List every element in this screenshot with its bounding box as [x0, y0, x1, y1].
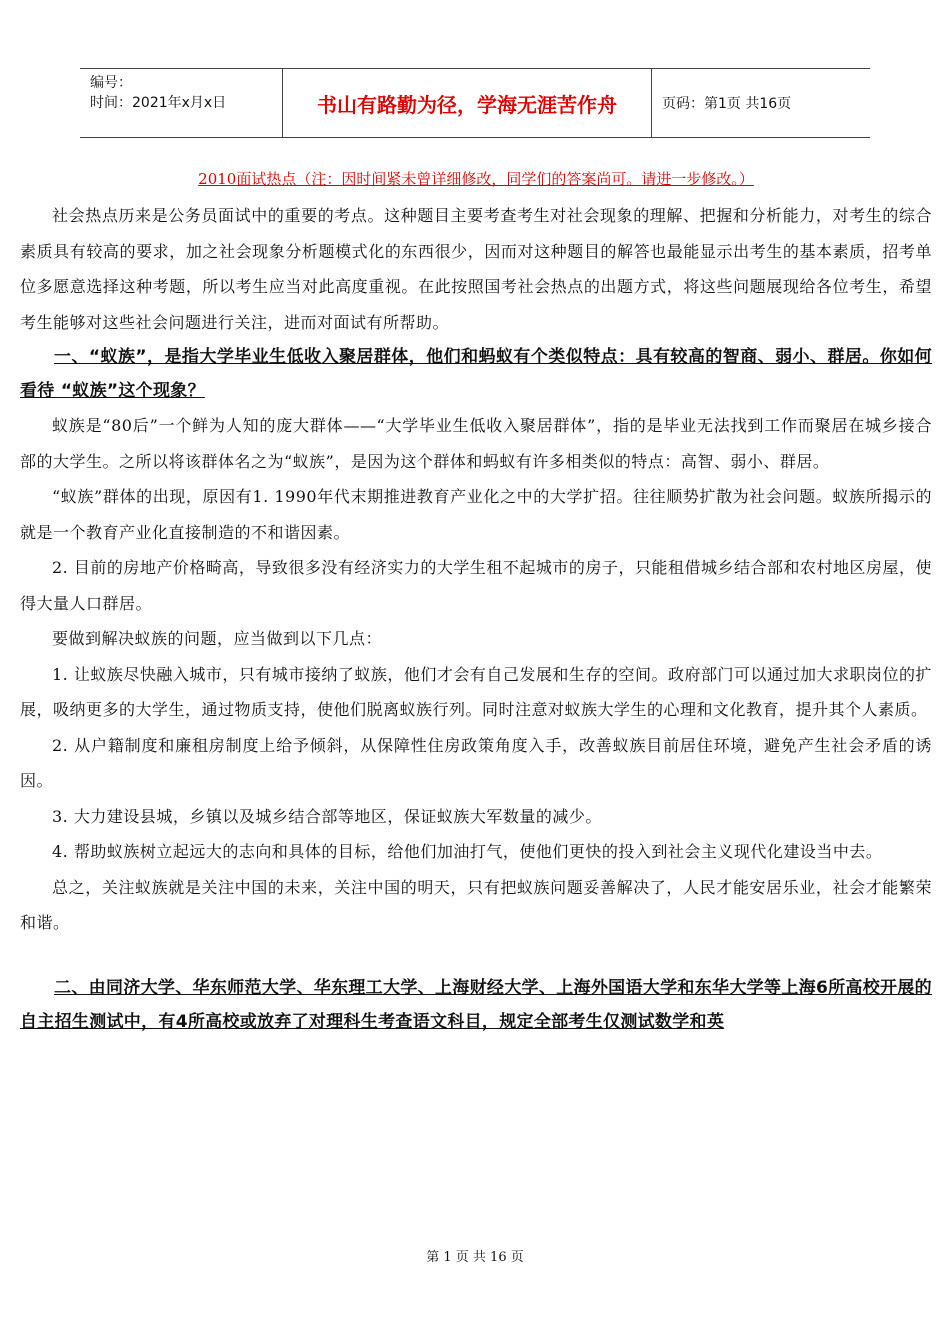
header-motto: 书山有路勤为径，学海无涯苦作舟 [282, 69, 652, 137]
answer-paragraph: 3. 大力建设县城，乡镇以及城乡结合部等地区，保证蚁族大军数量的减少。 [52, 806, 602, 826]
answer-paragraph: 2. 目前的房地产价格畸高，导致很多没有经济实力的大学生租不起城市的房子，只能租借城乡结合部和农村地区房屋，使得大量人口群居。 [20, 558, 932, 613]
answer-paragraph: “蚁族”群体的出现，原因有1. 1990年代末期推进教育产业化之中的大学扩招。往往顺势扩散为社会问题。蚁族所揭示的就是一个教育产业化直接制造的不和谐因素。 [20, 487, 932, 542]
answer-paragraph: 2. 从户籍制度和廉租房制度上给予倾斜，从保障性住房政策角度入手，改善蚁族目前居住环境，避免产生社会矛盾的诱因。 [20, 735, 932, 790]
answer-paragraph: 蚁族是“80后”一个鲜为人知的庞大群体——“大学毕业生低收入聚居群体”，指的是毕业无法找到工作而聚居在城乡接合部的大学生。之所以将该群体名之为“蚁族”，是因为这个群体和蚂蚁有许多相类似的特点：高智、弱小、群居。 [20, 416, 932, 471]
intro-paragraph: 社会热点历来是公务员面试中的重要的考点。这种题目主要考查考生对社会现象的理解、把握和分析能力，对考生的综合素质具有较高的要求，加之社会现象分析题模式化的东西很少，因而对这种题目的解答也最能显示出考生的基本素质，招考单位多愿意选择这种考题，所以考生应当对此高度重视。在此按照国考社会热点的出题方式，将这些问题展现给各位考生，希望考生能够对这些社会问题进行关注，进而对面试有所帮助。 [20, 206, 932, 332]
page-footer: 第 1 页 共 16 页 [426, 1250, 524, 1265]
header-page-info: 页码：第1页 共16页 [662, 96, 792, 112]
number-label: 编号： [90, 75, 132, 91]
header-meta [80, 69, 282, 137]
document-subtitle: 2010面试热点（注：因时间紧未曾详细修改，同学们的答案尚可。请进一步修改。） [198, 170, 754, 188]
time-label: 时间：2021年x月x日 [90, 95, 227, 111]
section-spacer [20, 941, 932, 971]
header-table [80, 68, 870, 138]
answer-paragraph: 总之，关注蚁族就是关注中国的未来，关注中国的明天，只有把蚁族问题妥善解决了，人民才能安居乐业，社会才能繁荣和谐。 [20, 877, 932, 932]
answer-paragraph: 4. 帮助蚁族树立起远大的志向和具体的目标，给他们加油打气，使他们更快的投入到社会主义现代化建设当中去。 [52, 842, 883, 861]
question-1-heading: 一、“蚁族”，是指大学毕业生低收入聚居群体，他们和蚂蚁有个类似特点：具有较高的智商、弱小、群居。你如何看待 “蚁族”这个现象？ [20, 347, 932, 401]
answer-paragraph: 1. 让蚁族尽快融入城市，只有城市接纳了蚁族，他们才会有自己发展和生存的空间。政府部门可以通过加大求职岗位的扩展，吸纳更多的大学生，通过物质支持，使他们脱离蚁族行列。同时注意对蚁族大学生的心理和文化教育，提升其个人素质。 [20, 664, 932, 719]
document-body [20, 168, 932, 1039]
question-2-heading: 二、由同济大学、华东师范大学、华东理工大学、上海财经大学、上海外国语大学和东华大学等上海6所高校开展的自主招生测试中，有4所高校或放弃了对理科生考查语文科目，规定全部考生仅测试数学和英 [20, 977, 932, 1032]
answer-paragraph: 要做到解决蚁族的问题，应当做到以下几点： [52, 629, 383, 648]
